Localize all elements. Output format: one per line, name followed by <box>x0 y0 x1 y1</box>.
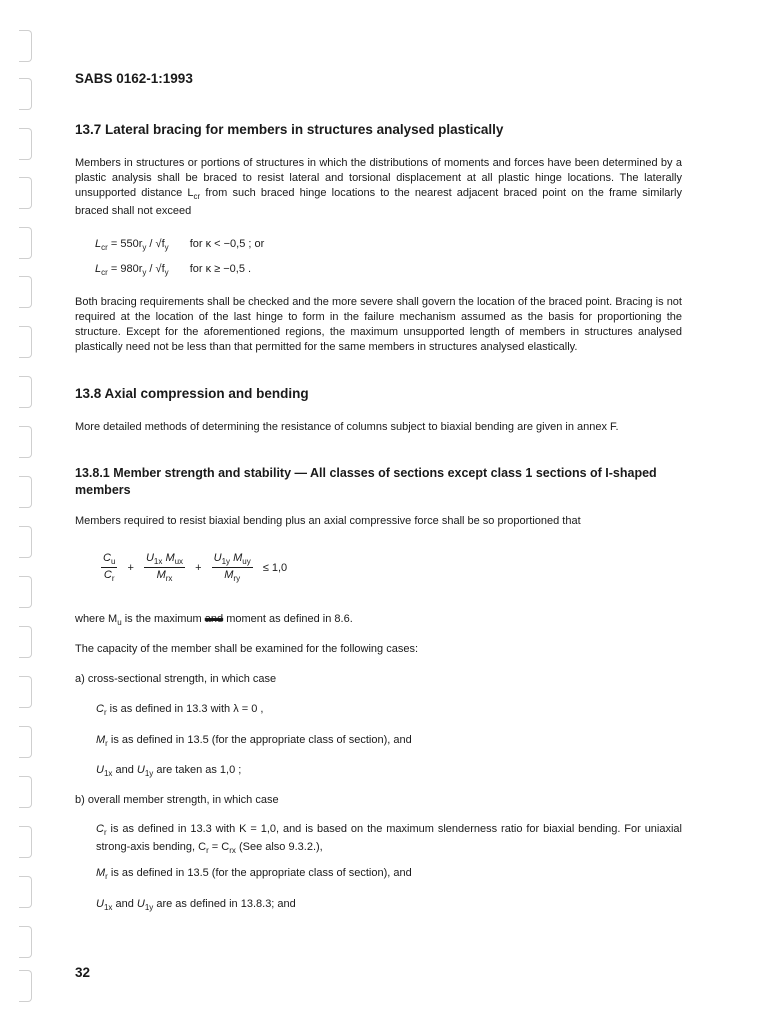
section-13-8-paragraph: More detailed methods of determining the resistance of columns subject to biaxial bending are given in annex F. <box>75 421 619 433</box>
eq-symbol: C <box>96 703 104 715</box>
eq-operator: + <box>195 561 202 574</box>
eq-term: / √f <box>149 263 165 275</box>
text-run: (See also 9.3.2.), <box>235 841 323 854</box>
text-run: is as defined in 13.5 (for the appropriate class of section), and <box>107 867 412 879</box>
eq-symbol: U <box>136 898 145 910</box>
binder-hole <box>19 177 32 209</box>
subscript: u <box>110 557 116 567</box>
eq-symbol: U <box>145 552 154 564</box>
text-run: and <box>112 764 137 776</box>
fraction-term-2 <box>144 552 185 583</box>
text-run: Members in structures or portions of structures in which the distributions of moments and forces have been determined by a plastic analysis shall be braced to resist lateral and torsional displacement at all plastic hinge locations. The laterally unsupported distance L <box>75 157 682 199</box>
subscript: cr <box>101 268 108 278</box>
text-run: is as defined in 13.3 with K = 1,0, and is based on the maximum slenderness ratio for biaxial bending. For uniaxial strong-axis bending, C <box>96 823 682 854</box>
equation-lcr-1 <box>95 238 264 252</box>
where-line <box>75 613 353 627</box>
text-run: = C <box>208 841 230 854</box>
eq-symbol: U <box>96 764 104 776</box>
struck-word: and <box>204 613 224 625</box>
eq-symbol: L <box>95 238 102 250</box>
eq-symbol: M <box>233 552 243 564</box>
eq-term: = 980r <box>110 263 143 275</box>
subscript: r <box>105 739 108 749</box>
page-number: 32 <box>75 965 91 980</box>
section-13-7-paragraph-1 <box>75 156 682 219</box>
eq-symbol: C <box>96 823 104 835</box>
binder-hole <box>19 526 32 558</box>
subscript: ux <box>174 557 184 567</box>
binder-hole <box>19 78 32 110</box>
eq-symbol: U <box>136 764 145 776</box>
binder-hole <box>19 227 32 259</box>
subscript: cr <box>193 192 201 202</box>
eq-condition: for κ < −0,5 ; or <box>189 238 265 250</box>
text-run: where M <box>75 613 118 625</box>
subscript: 1y <box>144 903 154 913</box>
case-b-item-2 <box>96 867 412 881</box>
eq-symbol: M <box>165 552 175 564</box>
text-run: are taken as 1,0 ; <box>153 764 242 776</box>
binder-hole <box>19 326 32 358</box>
text-run: are as defined in 13.8.3; and <box>153 898 296 910</box>
binder-hole <box>19 426 32 458</box>
binder-hole <box>19 776 32 808</box>
eq-rhs: ≤ 1,0 <box>262 561 288 574</box>
document-id: SABS 0162-1:1993 <box>75 71 193 86</box>
eq-term: = 550r <box>110 238 143 250</box>
case-a-label: a) cross-sectional strength, in which case <box>75 673 277 685</box>
fraction-term-1 <box>101 552 117 583</box>
eq-symbol: M <box>156 569 166 582</box>
subscript: 1y <box>221 557 231 567</box>
subscript: cr <box>101 243 108 253</box>
binder-hole <box>19 970 32 1002</box>
subscript: 1x <box>103 903 113 913</box>
binder-hole <box>19 876 32 908</box>
case-a-item-2 <box>96 734 412 748</box>
section-13-8-heading: 13.8 Axial compression and bending <box>75 386 309 401</box>
section-13-8-1-paragraph: Members required to resist biaxial bending plus an axial compressive force shall be so proportioned that <box>75 515 581 527</box>
subscript: rx <box>229 846 236 856</box>
fraction-term-3 <box>212 552 253 583</box>
eq-operator: + <box>127 561 134 574</box>
subscript: rx <box>165 574 173 584</box>
section-13-8-1-heading: 13.8.1 Member strength and stability — All classes of sections except class 1 sections of I-shaped members <box>75 466 657 497</box>
eq-symbol: M <box>224 569 234 582</box>
eq-symbol: L <box>95 263 102 275</box>
binder-hole <box>19 826 32 858</box>
subscript: r <box>103 828 107 838</box>
section-13-7-heading: 13.7 Lateral bracing for members in structures analysed plastically <box>75 122 504 137</box>
binder-hole <box>19 626 32 658</box>
eq-symbol: M <box>96 867 106 879</box>
eq-condition: for κ ≥ −0,5 . <box>189 263 252 275</box>
subscript: 1x <box>153 557 163 567</box>
section-13-7-paragraph-2: Both bracing requirements shall be checked and the more severe shall govern the location of the braced point. Bracing is not required at the location of the last hinge to form in the failure mechanism assumed as the basis for proportioning the structure. Except for the aforementioned regions, the maximum unsupported length of members in structures analysed plastically need not be less than that permitted for the same members in structures analysed elastically. <box>75 296 682 353</box>
eq-symbol: C <box>103 569 112 582</box>
subscript: y <box>164 268 169 278</box>
case-b-label: b) overall member strength, in which case <box>75 794 279 806</box>
binder-hole <box>19 676 32 708</box>
binder-hole <box>19 726 32 758</box>
binder-hole <box>19 476 32 508</box>
binder-holes <box>0 0 40 1024</box>
text-run: moment as defined in 8.6. <box>223 613 353 625</box>
binder-hole <box>19 30 32 62</box>
binder-hole <box>19 376 32 408</box>
subscript: uy <box>242 557 251 567</box>
text-run: is as defined in 13.3 with λ = 0 , <box>106 703 264 715</box>
subscript: r <box>206 846 209 856</box>
subscript: 1y <box>144 769 154 779</box>
eq-symbol: C <box>103 552 111 564</box>
subscript: r <box>105 872 108 882</box>
eq-term: / √f <box>149 238 165 250</box>
text-run: and <box>112 898 137 910</box>
subscript: r <box>103 708 107 718</box>
case-a-item-1 <box>96 703 263 717</box>
eq-symbol: U <box>96 898 104 910</box>
subscript: ry <box>233 574 241 584</box>
binder-hole <box>19 276 32 308</box>
case-a-item-3 <box>96 764 241 778</box>
cases-intro: The capacity of the member shall be examined for the following cases: <box>75 643 419 655</box>
text-run: is the maximum <box>121 613 205 625</box>
eq-symbol: M <box>96 734 106 746</box>
subscript: 1x <box>103 769 113 779</box>
case-b-item-1 <box>96 822 682 858</box>
subscript: y <box>164 243 169 253</box>
subscript: r <box>111 574 115 584</box>
interaction-equation <box>98 552 291 583</box>
text-run: is as defined in 13.5 (for the appropriate class of section), and <box>107 734 412 746</box>
eq-symbol: U <box>213 552 222 564</box>
equation-lcr-2 <box>95 263 251 277</box>
subscript: y <box>142 268 147 278</box>
case-b-item-3 <box>96 898 296 912</box>
subscript: y <box>142 243 147 253</box>
binder-hole <box>19 576 32 608</box>
subscript: u <box>117 618 122 628</box>
binder-hole <box>19 128 32 160</box>
text-run: from such braced hinge locations to the nearest adjacent braced point on the frame similarly braced shall not exceed <box>75 187 682 218</box>
binder-hole <box>19 926 32 958</box>
